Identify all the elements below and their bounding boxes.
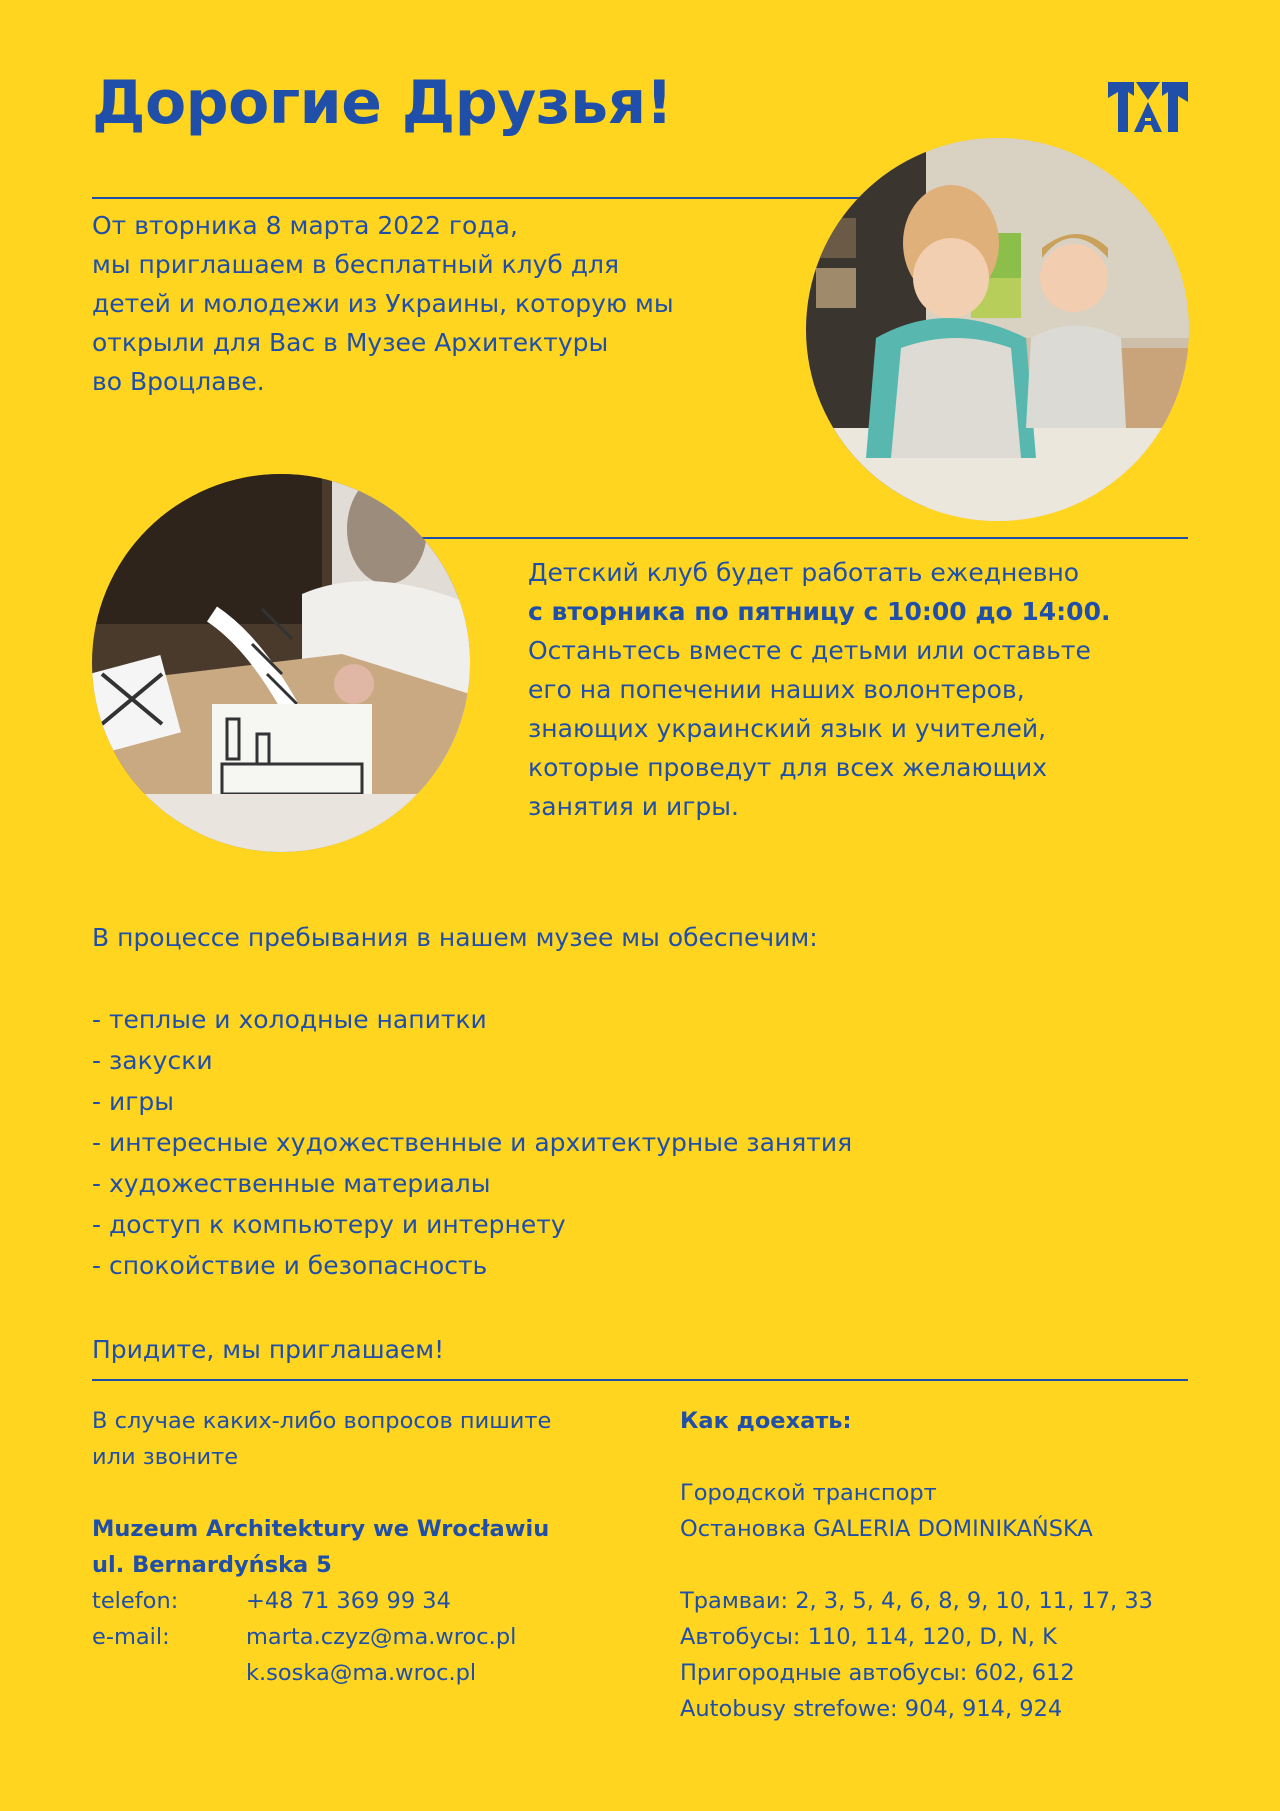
route-line: Пригородные автобусы: 602, 612 (680, 1660, 1075, 1686)
phone-row (92, 1583, 652, 1619)
schedule-line: Останьтесь вместе с детьми или оставьте (528, 636, 1091, 665)
email-label: e-mail: (92, 1624, 170, 1650)
transport-line: Городской транспорт (680, 1480, 937, 1506)
intro-paragraph (92, 206, 772, 401)
schedule-line: Детский клуб будет работать ежедневно (528, 558, 1080, 587)
list-item: - теплые и холодные напитки (92, 1005, 487, 1034)
list-item: - доступ к компьютеру и интернету (92, 1210, 566, 1239)
provide-list (92, 999, 852, 1286)
museum-address: ul. Bernardyńska 5 (92, 1552, 332, 1578)
list-item: - художественные материалы (92, 1169, 491, 1198)
schedule-line: которые проведут для всех желающих (528, 753, 1048, 782)
photo-children-painting (806, 138, 1189, 521)
page-title: Дорогие Друзья! (92, 68, 673, 138)
route-line: Трамваи: 2, 3, 5, 4, 6, 8, 9, 10, 11, 17, 33 (680, 1588, 1153, 1614)
contact-intro-line: или звоните (92, 1444, 239, 1470)
schedule-line: занятия и игры. (528, 792, 739, 821)
schedule-line: знающих украинский язык и учителей, (528, 714, 1047, 743)
divider (410, 537, 1188, 539)
email-row (92, 1619, 652, 1655)
list-item: - закуски (92, 1046, 213, 1075)
email-row (92, 1655, 652, 1691)
museum-name: Muzeum Architektury we Wrocławiu (92, 1516, 550, 1542)
directions-section (680, 1403, 1200, 1727)
provide-heading: В процессе пребывания в нашем музее мы обеспечим: (92, 923, 818, 952)
list-item: - интересные художественные и архитектурные занятия (92, 1128, 853, 1157)
intro-line: открыли для Вас в Музее Архитектуры (92, 328, 609, 357)
transport-stop: Остановка GALERIA DOMINIKAŃSKA (680, 1516, 1093, 1542)
phone-label: telefon: (92, 1588, 179, 1614)
photo-paper-crafts (92, 474, 470, 852)
list-item: - игры (92, 1087, 174, 1116)
museum-ma-logo-icon (1106, 78, 1190, 136)
route-line: Autobusy strefowe: 904, 914, 924 (680, 1696, 1063, 1722)
phone-number[interactable]: +48 71 369 99 34 (246, 1588, 451, 1614)
schedule-line: его на попечении наших волонтеров, (528, 675, 1025, 704)
contact-section (92, 1403, 652, 1691)
intro-line: во Вроцлаве. (92, 367, 265, 396)
intro-line: детей и молодежи из Украины, которую мы (92, 289, 674, 318)
contact-intro-line: В случае каких-либо вопросов пишите (92, 1408, 552, 1434)
intro-line: мы приглашаем в бесплатный клуб для (92, 250, 620, 279)
closing-text: Придите, мы приглашаем! (92, 1335, 445, 1364)
directions-heading: Как доехать: (680, 1408, 852, 1434)
route-line: Автобусы: 110, 114, 120, D, N, K (680, 1624, 1057, 1650)
list-item: - спокойствие и безопасность (92, 1251, 488, 1280)
divider (92, 1379, 1188, 1381)
email-link[interactable]: k.soska@ma.wroc.pl (246, 1660, 477, 1686)
schedule-paragraph (528, 553, 1168, 826)
email-link[interactable]: marta.czyz@ma.wroc.pl (246, 1624, 517, 1650)
intro-line: От вторника 8 марта 2022 года, (92, 211, 518, 240)
schedule-hours: с вторника по пятницу с 10:00 до 14:00. (528, 597, 1111, 626)
divider (92, 197, 872, 199)
